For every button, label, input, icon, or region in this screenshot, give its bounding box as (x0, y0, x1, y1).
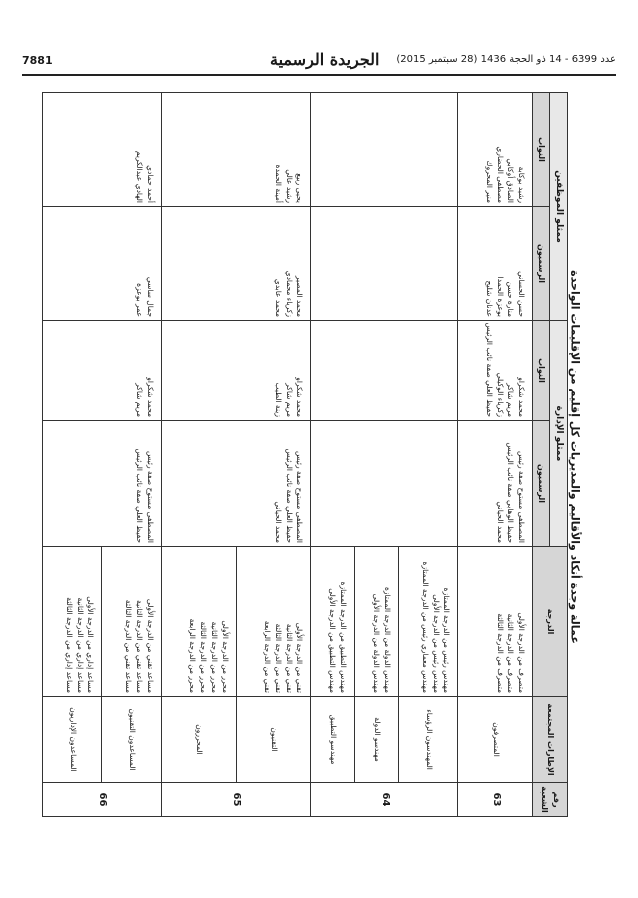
row-grades-item: مهندس معماري رئيس من الدرجة الممتازة (420, 561, 430, 694)
admin-holders (458, 421, 533, 547)
row-branch: المتصرفون (458, 697, 533, 783)
staff-holders (161, 207, 311, 321)
row-grades-item: مساعد تقني من الدرجة الثالثة (124, 599, 133, 694)
rotated-table-area (42, 92, 568, 816)
row-grades-item: مهندس الدولة من الدرجة الممتازة (383, 586, 393, 694)
header-staff-group: ممثلو الموظفين (549, 93, 567, 321)
staff-deputies-item: أحمد حمادي (145, 165, 155, 204)
admin-holders-item: حفيظ العلي صفة نائب الرئيس (134, 448, 144, 544)
staff-deputies (458, 93, 533, 207)
staff-holders-item: جمال ساسي (145, 276, 155, 318)
gazette-title: الجريدة الرسمية (270, 50, 380, 69)
row-grades (458, 547, 533, 697)
staff-deputies-item: الهادي عبدالكريم (134, 150, 144, 204)
staff-deputies (43, 93, 162, 207)
admin-deputies (43, 321, 162, 421)
row-grades-item: تقني من الدرجة الثانية (284, 623, 294, 694)
row-grades-item: متصرف من الدرجة الثالثة (495, 613, 505, 694)
admin-holders-item: محمد الحياني (495, 501, 505, 544)
staff-holders-item: بوعزة الحمدا (495, 276, 505, 318)
header-staff-deputies: النواب (533, 93, 550, 207)
table-row (399, 93, 458, 817)
row-grades-item: محرر من الدرجة الثانية (209, 621, 219, 694)
row-branch: المهندسون الرؤساء (399, 697, 458, 783)
staff-holders-item: محمد المصير (295, 275, 305, 318)
staff-deputies (311, 93, 458, 207)
row-grades-item: مهندس التطبيق من الدرجة الأولى (328, 588, 338, 694)
admin-deputies-item: زكرياء الوكيلي (495, 372, 505, 418)
rotated-table (42, 92, 568, 816)
header-staff-holders: الرسميون (533, 207, 550, 321)
staff-holders (311, 207, 458, 321)
staff-deputies-item: رشيد عالي (284, 169, 294, 204)
row-grades-item: تقني من الدرجة الأولى (295, 622, 305, 694)
row-grades-item: مساعد إداري من الدرجة الثانية (75, 597, 85, 694)
row-grades (43, 547, 102, 697)
row-number: 64 (311, 783, 458, 817)
row-grades-item: متصرف من الدرجة الأولى (517, 612, 527, 694)
admin-deputies-item: مريم شاكر (284, 383, 294, 418)
admin-deputies-item: محمد شكراو (145, 377, 155, 418)
admin-holders-item: محمد الحياني (273, 501, 283, 544)
row-grades-item: مهندس الدولة من الدرجة الأولى (372, 593, 382, 694)
row-number: 66 (43, 783, 162, 817)
staff-deputies-item: أمينة الحمدة (273, 164, 283, 204)
table-row (236, 93, 311, 817)
row-grades-item: تقني من الدرجة الرابعة (262, 620, 272, 694)
issue-info: عدد 6399 - 14 ذو الحجة 1436 (28 سبتمبر 2015) (396, 54, 616, 65)
row-grades-item: مساعد تقني من الدرجة الثانية (134, 600, 144, 694)
row-grades-item: مساعد تقني من الدرجة الأولى (145, 598, 155, 694)
header-number: رقم الشعبة (533, 783, 568, 817)
row-grades-item: تقني من الدرجة الثالثة (273, 623, 283, 694)
row-grades (355, 547, 399, 697)
committee-table (42, 92, 568, 817)
header-branch: الإطارات المجتمعة (533, 697, 568, 783)
admin-holders (311, 421, 458, 547)
header-admin-deputies: النواب (533, 321, 550, 421)
staff-deputies (161, 93, 311, 207)
row-branch: التقنيون (236, 697, 311, 783)
admin-deputies-item: مريم شاكر (134, 383, 144, 418)
row-branch: المساعدون التقنيون (102, 697, 161, 783)
table-body (43, 93, 533, 817)
row-grades-item: مهندس رئيس من الدرجة الأولى (431, 594, 441, 694)
admin-holders-item: المصطفى مستوح صفة رئيس (145, 451, 155, 544)
staff-deputies-item: منير المحروك (484, 160, 494, 204)
admin-deputies-item: حفيظ العلي صفة نائب الرئيس (484, 322, 494, 418)
row-branch: المساعدون الإداريون (43, 697, 102, 783)
row-grades-item: مساعد إداري من الدرجة الأولى (86, 596, 96, 694)
admin-deputies-item: مريم شاكر (506, 383, 516, 418)
header-admin-group: ممثلو الإدارة (549, 321, 567, 547)
row-grades (399, 547, 458, 697)
admin-holders-item: المصطفى مستوح صفة رئيس (295, 451, 305, 544)
row-grades (236, 547, 311, 697)
row-branch: مهندسو التطبيق (311, 697, 355, 783)
staff-holders-item: زكرياء محمادي (284, 270, 294, 318)
staff-holders (43, 207, 162, 321)
table-row (102, 93, 161, 817)
row-grades-item: متصرف من الدرجة الثانية (506, 613, 516, 694)
staff-holders-item: عمر بوعزة (134, 283, 144, 318)
admin-holders (43, 421, 162, 547)
row-grades (311, 547, 355, 697)
admin-deputies-item: زينة الطيب (273, 382, 283, 418)
admin-deputies (161, 321, 311, 421)
row-branch: المحررون (161, 697, 236, 783)
page-number: 7881 (22, 54, 53, 67)
row-grades-item: مهندس رئيس من الدرجة الممتازة (442, 587, 452, 694)
table-caption: عمالة وجدة أنكاد والأقاليم والمديريات كل إقليم من الإقليمات الواحدة (568, 270, 582, 644)
staff-deputies-item: رشيد بوكابة (517, 166, 527, 204)
staff-deputies-item: الصادق أوكابي (506, 158, 516, 204)
staff-deputies-item: مصطفى الحضاري (495, 146, 505, 204)
row-grades-item: مهندس التطبيق من الدرجة الممتازة (339, 581, 349, 694)
admin-deputies (458, 321, 533, 421)
staff-deputies-item: يحيى ربيع (295, 173, 305, 204)
admin-holders-item: حفيظ العلي صفة نائب الرئيس (284, 448, 294, 544)
header-admin-holders: الرسميون (533, 421, 550, 547)
staff-holders-item: منارة حسن (506, 281, 516, 318)
row-branch: مهندسو الدولة (355, 697, 399, 783)
admin-deputies-item: محمد شكراو (295, 377, 305, 418)
page-header (22, 48, 616, 76)
admin-holders (161, 421, 311, 547)
row-grades-item: محرر من الدرجة الرابعة (187, 618, 197, 694)
row-grades-item: محرر من الدرجة الأولى (220, 620, 230, 694)
table-row (458, 93, 533, 817)
row-grades-item: مساعد إداري من الدرجة الثالثة (64, 597, 74, 694)
admin-deputies (311, 321, 458, 421)
row-grades (161, 547, 236, 697)
row-number: 63 (458, 783, 533, 817)
admin-holders-item: المصطفى مستوح صفة رئيس (517, 451, 527, 544)
row-number: 65 (161, 783, 311, 817)
header-grades: الدرجة (533, 547, 568, 697)
admin-holders-item: حفيظ الوهابي صفة نائب الرئيس (506, 442, 516, 544)
staff-holders-item: حسن الحساني (517, 271, 527, 318)
row-grades-item: محرر من الدرجة الثالثة (198, 621, 208, 694)
staff-holders-item: محمد عابدي (273, 278, 283, 318)
admin-deputies-item: محمد شكراو (517, 377, 527, 418)
row-grades (102, 547, 161, 697)
staff-holders (458, 207, 533, 321)
staff-holders-item: عدنان شليح (484, 280, 494, 318)
